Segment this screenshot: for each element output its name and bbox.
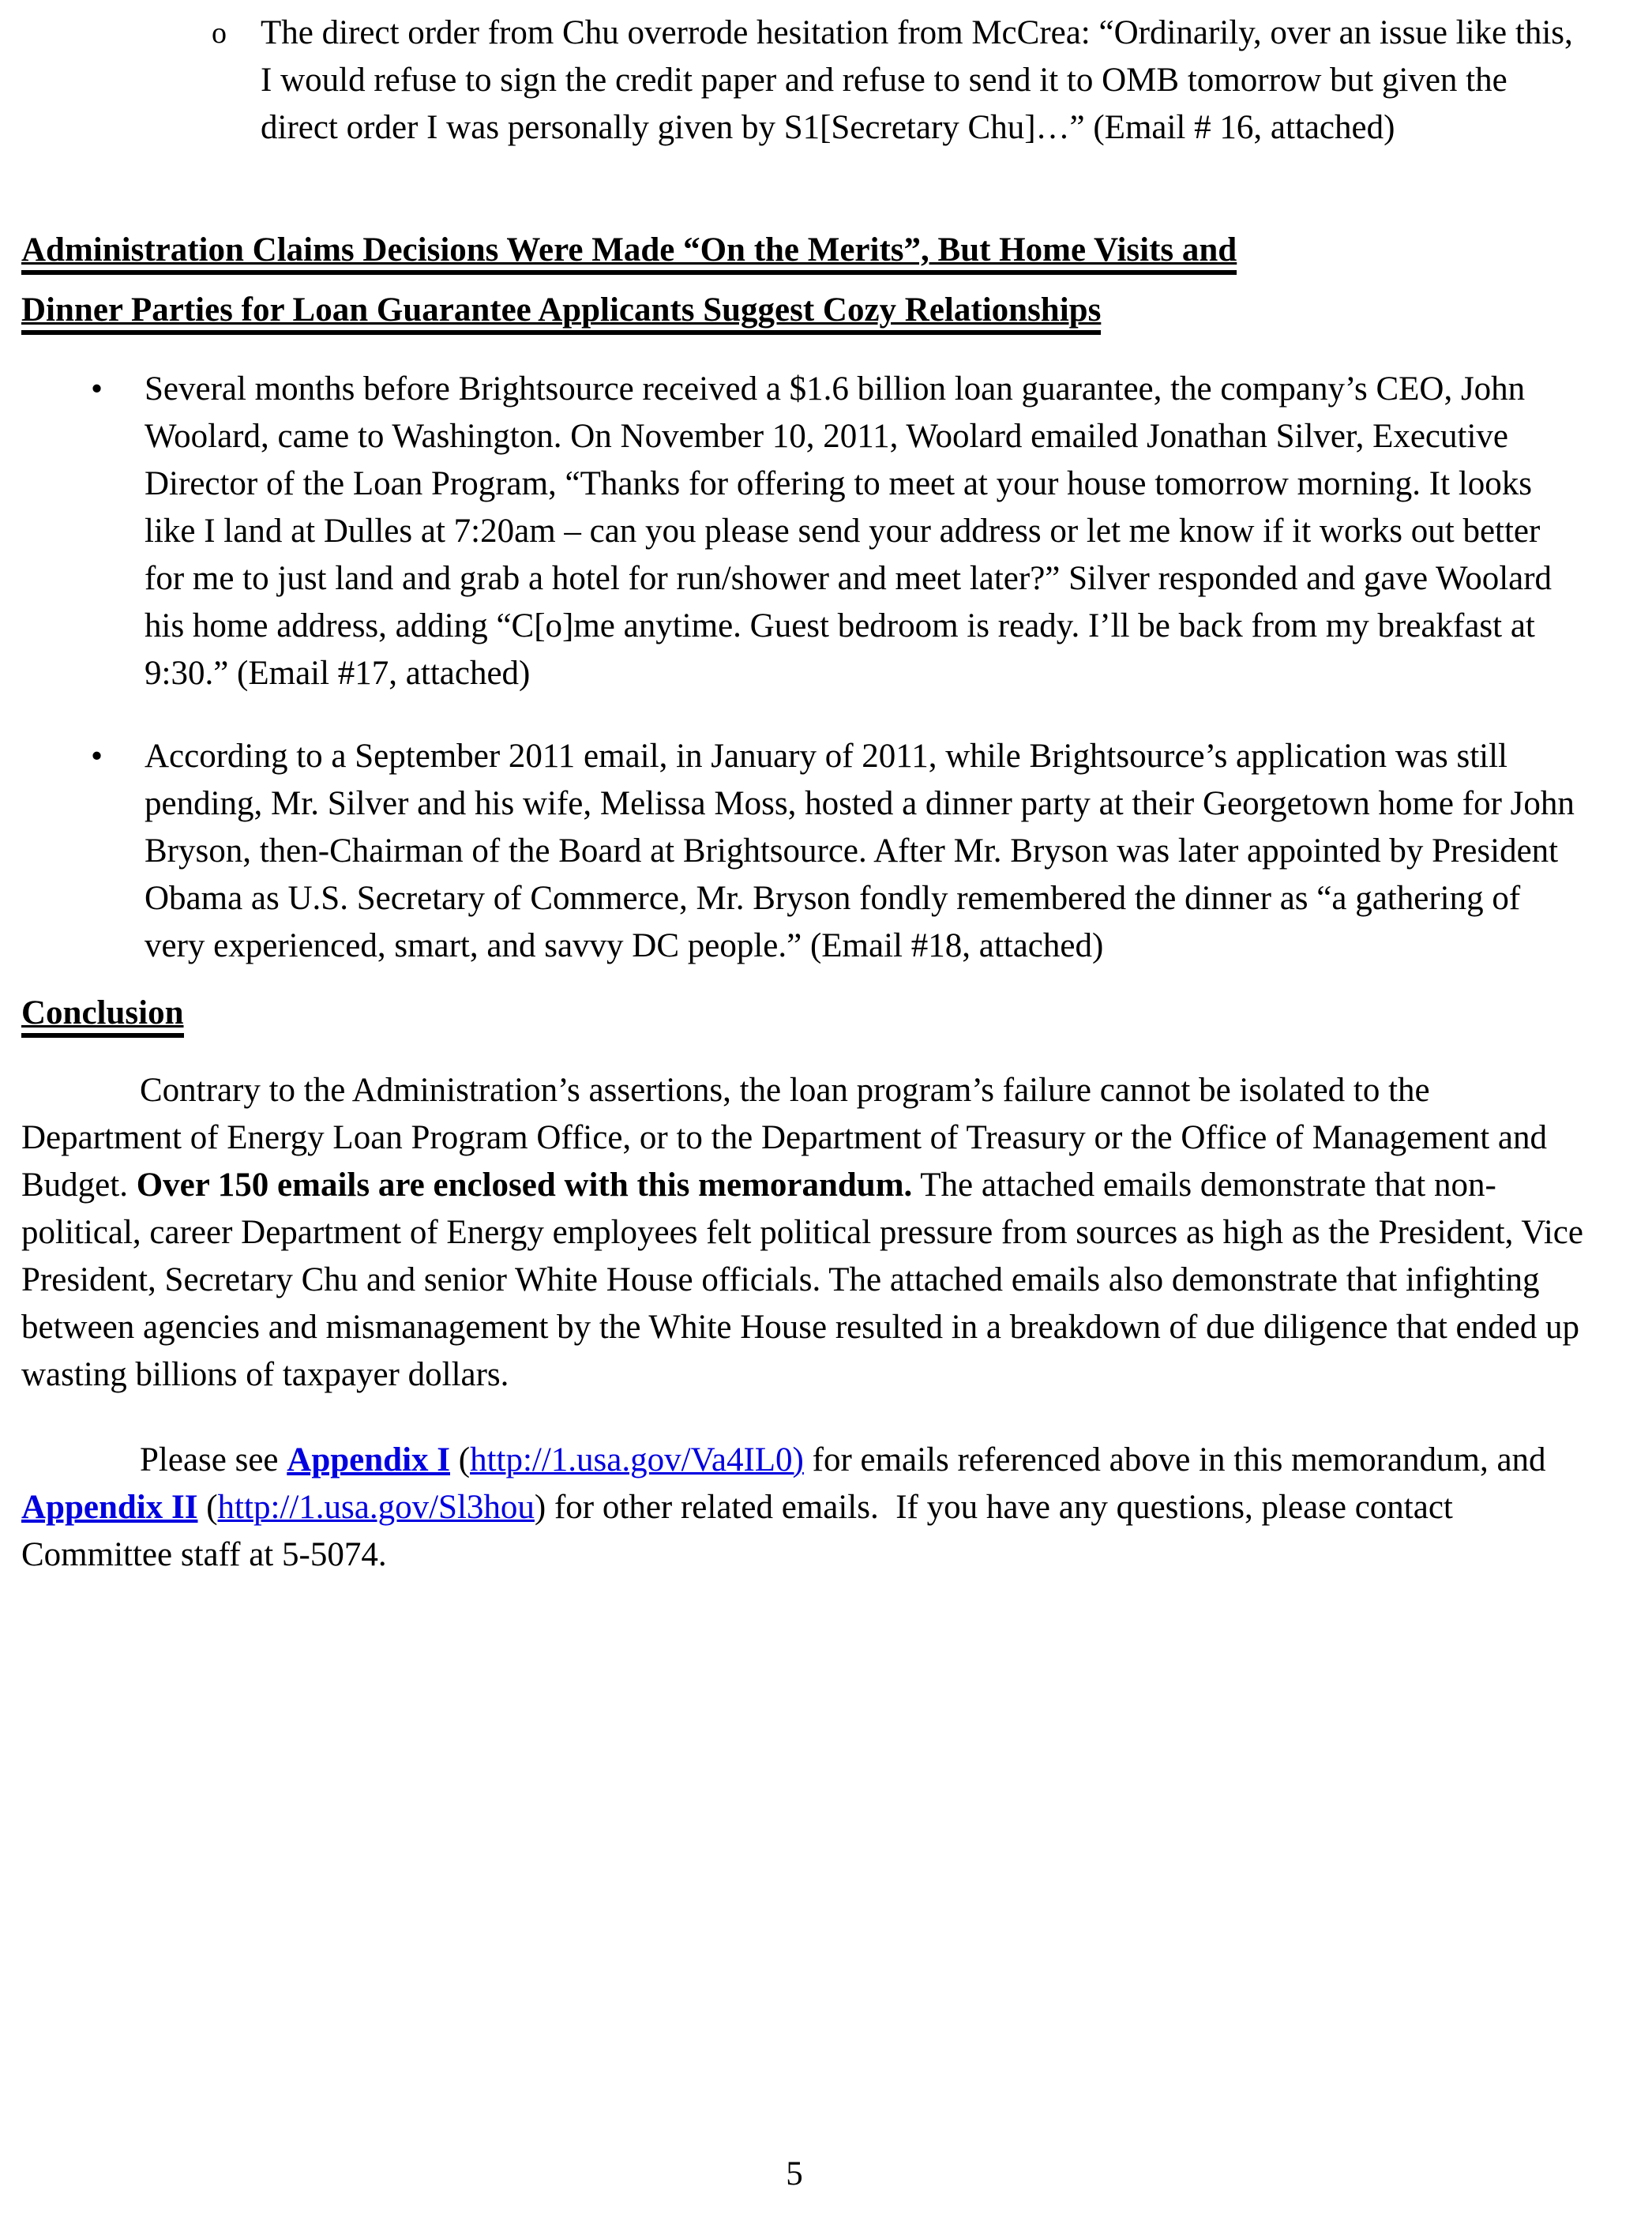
bullet-text: According to a September 2011 email, in January of 2011, while Brightsource’s application was still pending, Mr. Silver and his wife, Melissa Moss, hosted a dinner party at their Georgetown home for John Bryson, then-Chairman of the Board at Brightsource. After Mr. Bryson was later appointed by President Obama as U.S. Secretary of Commerce, Mr. Bryson fondly remembered the dinner as “a gathering of very experienced, smart, and savvy DC people.” (Email #18, attached) — [145, 738, 1583, 964]
section-heading-text-1: Administration Claims Decisions Were Made “On the Merits”, But Home Visits and — [21, 231, 1237, 275]
text-segment: ( — [450, 1441, 471, 1478]
bullet-marker: • — [91, 370, 103, 408]
bullet-item — [21, 366, 1585, 697]
bullet-item — [21, 733, 1585, 970]
appendix-2-url-link[interactable]: http://1.usa.gov/Sl3hou — [217, 1489, 535, 1526]
appendix-1-url-link[interactable]: ) — [792, 1441, 804, 1478]
section-heading-line-1 — [21, 227, 1585, 274]
circle-bullet-marker: o — [212, 17, 227, 50]
sub-bullet-text: The direct order from Chu overrode hesitation from McCrea: “Ordinarily, over an issue like this, I would refuse to sign the credit paper and refuse to send it to OMB tomorrow but given the direct order I was personally given by S1[Secretary Chu]…” (Email # 16, attached) — [261, 14, 1582, 146]
page-number: 5 — [786, 2155, 803, 2192]
section-heading — [21, 227, 1585, 334]
text-segment: Please see — [140, 1441, 287, 1478]
text-segment: ) for other related emails. If you have any questions, please contact Committee staff at 5-5074. — [21, 1489, 1462, 1573]
conclusion-heading-text: Conclusion — [21, 994, 184, 1038]
closing-paragraph — [21, 1437, 1585, 1579]
conclusion-heading — [21, 990, 1585, 1037]
text-segment: The attached emails demonstrate that non-political, career Department of Energy employees felt political pressure from sources as high as the President, Vice President, Secretary Chu and senior White House officials. The attached emails also demonstrate that infighting between agencies and mismanagement by the White House resulted in a breakdown of due diligence that ended up wasting billions of taxpayer dollars. — [21, 1167, 1592, 1393]
section-heading-text-2: Dinner Parties for Loan Guarantee Applicants Suggest Cozy Relationships — [21, 291, 1101, 335]
appendix-1-url-link[interactable]: http://1.usa.gov/Va4IL0 — [470, 1441, 793, 1478]
text-segment: for emails referenced above in this memorandum, and — [803, 1441, 1555, 1478]
appendix-2-link[interactable]: Appendix II — [21, 1489, 198, 1526]
appendix-1-link[interactable]: Appendix I — [287, 1441, 450, 1478]
conclusion-paragraph — [21, 1067, 1592, 1399]
bold-statement: Over 150 emails are enclosed with this memorandum. — [136, 1167, 913, 1204]
section-heading-line-2 — [21, 287, 1585, 334]
sub-bullet-item — [21, 9, 1585, 152]
text-segment: ( — [197, 1489, 218, 1526]
bullet-text: Several months before Brightsource received a $1.6 billion loan guarantee, the company’s CEO, John Woolard, came to Washington. On November 10, 2011, Woolard emailed Jonathan Silver, Executive Director of the Loan Program, “Thanks for offering to meet at your house tomorrow morning. It looks like I land at Dulles at 7:20am – can you please send your address or let me know if it works out better for me to just land and grab a hotel for run/shower and meet later?” Silver responded and gave Woolard his home address, adding “C[o]me anytime. Guest bedroom is ready. I’ll be back from my breakfast at 9:30.” (Email #17, attached) — [145, 370, 1560, 692]
text-segment: Contrary to the Administration’s assertions, the loan program’s failure cannot be isolated to the Department of Energy Loan Program Office, or to the Department of Treasury or the Office of Management and Budget. — [21, 1072, 1556, 1204]
bullet-marker: • — [91, 738, 103, 775]
